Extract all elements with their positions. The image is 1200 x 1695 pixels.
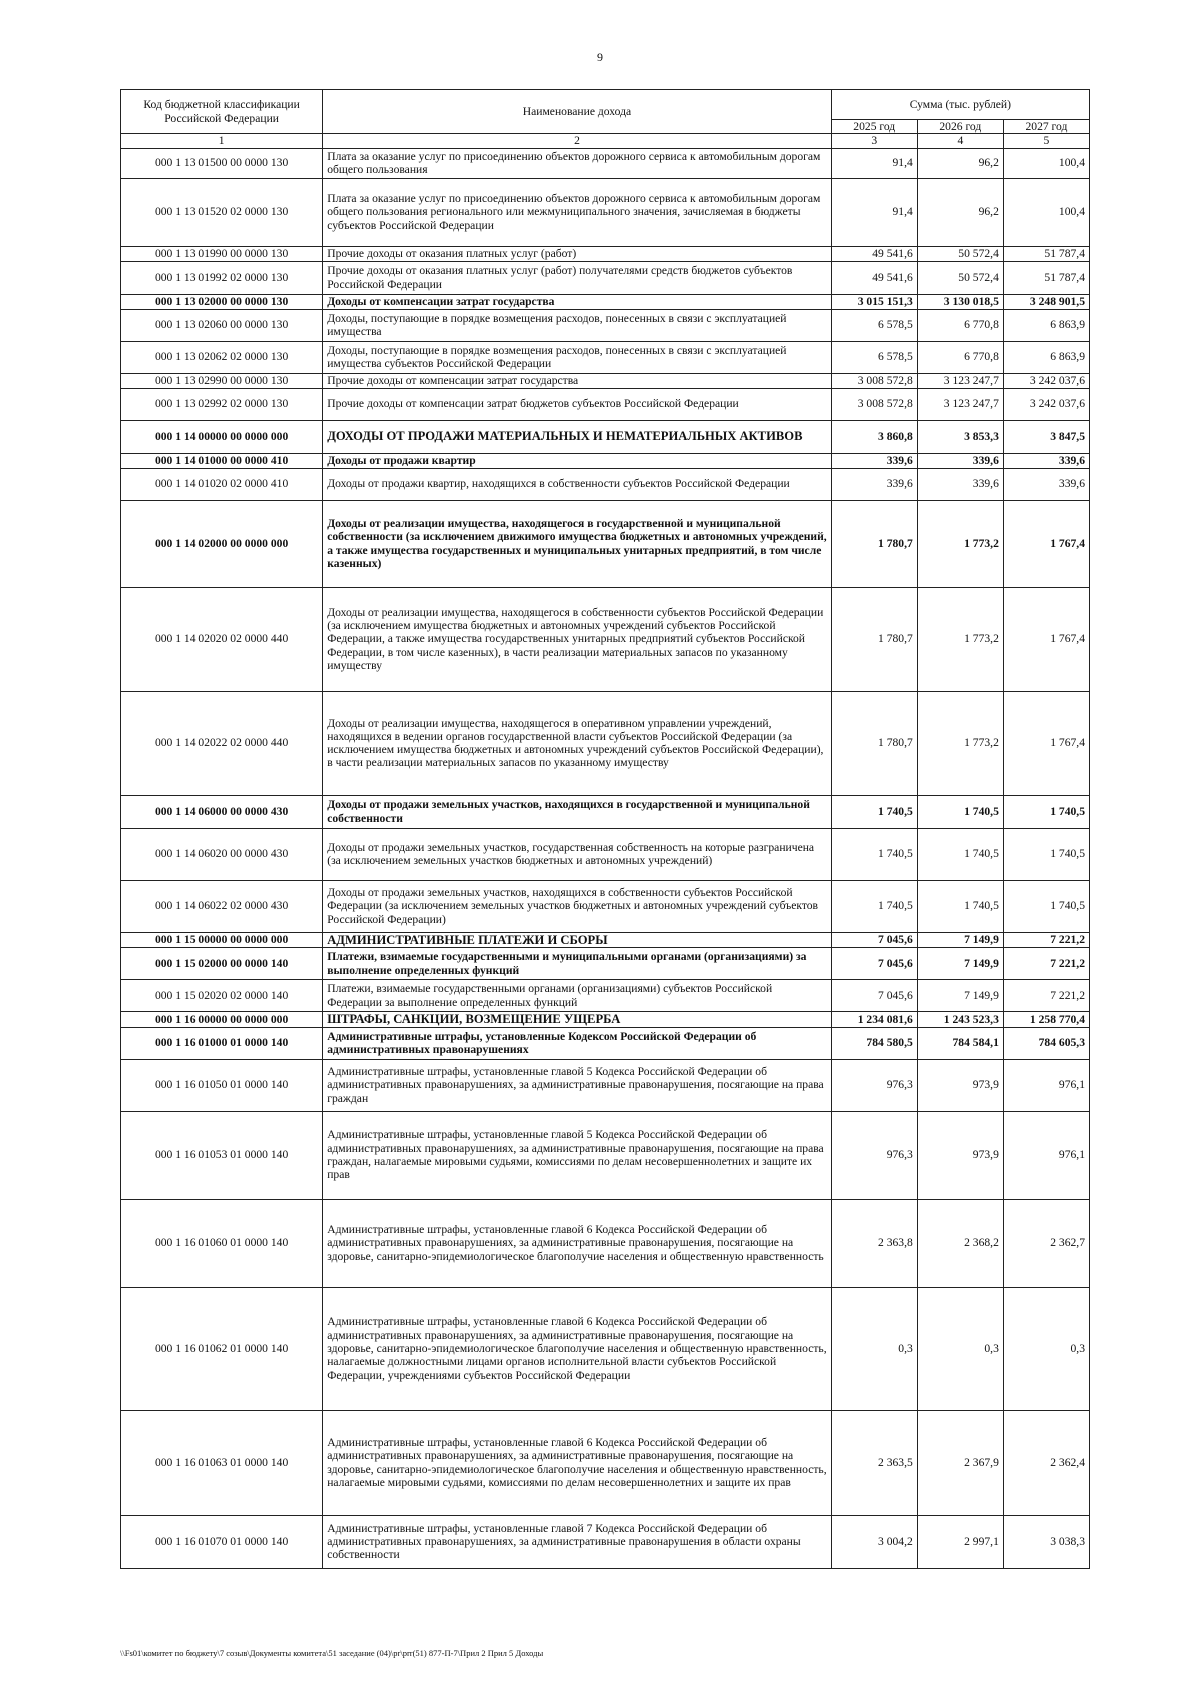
- row-value-2025: 3 008 572,8: [831, 388, 917, 420]
- revenue-table: [120, 89, 1090, 1569]
- row-value-2025: 49 541,6: [831, 261, 917, 294]
- row-value-2027: 3 248 901,5: [1003, 294, 1089, 309]
- row-value-2027: 0,3: [1003, 1287, 1089, 1410]
- row-value-2025: 2 363,8: [831, 1199, 917, 1287]
- row-value-2025: 3 008 572,8: [831, 373, 917, 388]
- header-year-2026: 2026 год: [917, 120, 1003, 134]
- row-value-2027: 339,6: [1003, 468, 1089, 500]
- header-name: Наименование дохода: [323, 90, 832, 134]
- row-value-2026: 1 740,5: [917, 880, 1003, 932]
- row-code: 000 1 13 02062 02 0000 130: [121, 341, 323, 373]
- row-value-2026: 6 770,8: [917, 309, 1003, 341]
- row-name: Прочие доходы от компенсации затрат бюджетов субъектов Российской Федерации: [323, 388, 832, 420]
- row-name: ДОХОДЫ ОТ ПРОДАЖИ МАТЕРИАЛЬНЫХ И НЕМАТЕРИАЛЬНЫХ АКТИВОВ: [323, 420, 832, 453]
- row-value-2027: 7 221,2: [1003, 932, 1089, 947]
- header-colnum-1: 1: [121, 134, 323, 148]
- row-value-2026: 973,9: [917, 1111, 1003, 1199]
- table-row: [121, 932, 1090, 947]
- table-row: [121, 828, 1090, 880]
- row-code: 000 1 14 01020 02 0000 410: [121, 468, 323, 500]
- row-value-2026: 1 243 523,3: [917, 1012, 1003, 1027]
- row-value-2026: 96,2: [917, 178, 1003, 246]
- row-value-2027: 1 740,5: [1003, 880, 1089, 932]
- row-code: 000 1 14 02020 02 0000 440: [121, 587, 323, 691]
- row-name: Доходы от компенсации затрат государства: [323, 294, 832, 309]
- row-value-2025: 1 234 081,6: [831, 1012, 917, 1027]
- row-value-2026: 784 584,1: [917, 1027, 1003, 1059]
- row-value-2027: 3 038,3: [1003, 1515, 1089, 1568]
- table-row: [121, 1059, 1090, 1111]
- row-value-2026: 0,3: [917, 1287, 1003, 1410]
- row-name: Доходы от продажи земельных участков, находящихся в государственной и муниципальной собственности: [323, 795, 832, 828]
- table-row: [121, 1287, 1090, 1410]
- row-code: 000 1 14 00000 00 0000 000: [121, 420, 323, 453]
- table-row: [121, 980, 1090, 1012]
- row-code: 000 1 14 06022 02 0000 430: [121, 880, 323, 932]
- row-code: 000 1 14 06000 00 0000 430: [121, 795, 323, 828]
- row-name: Доходы, поступающие в порядке возмещения расходов, понесенных в связи с эксплуатацией имущества: [323, 309, 832, 341]
- row-value-2025: 7 045,6: [831, 980, 917, 1012]
- row-value-2025: 1 740,5: [831, 828, 917, 880]
- row-name: Платежи, взимаемые государственными органами (организациями) субъектов Российской Федерации за выполнение определенных функций: [323, 980, 832, 1012]
- row-name: Платежи, взимаемые государственными и муниципальными органами (организациями) за выполнение определенных функций: [323, 948, 832, 980]
- table-row: [121, 373, 1090, 388]
- row-name: Доходы от реализации имущества, находящегося в государственной и муниципальной собственности (за исключением движимого имущества бюджетных и автономных учреждений, а также имущества государственных и муниципальных унитарных предприятий, в том числе казенных): [323, 500, 832, 587]
- row-name: Плата за оказание услуг по присоединению объектов дорожного сервиса к автомобильным дорогам общего пользования регионального или межмуниципального значения, зачисляемая в бюджеты субъектов Российской Федерации: [323, 178, 832, 246]
- row-value-2026: 7 149,9: [917, 980, 1003, 1012]
- row-value-2026: 973,9: [917, 1059, 1003, 1111]
- table-row: [121, 388, 1090, 420]
- table-row: [121, 880, 1090, 932]
- row-value-2025: 2 363,5: [831, 1410, 917, 1515]
- header-colnum-2: 2: [323, 134, 832, 148]
- table-row: [121, 453, 1090, 468]
- table-row: [121, 1027, 1090, 1059]
- row-name: Административные штрафы, установленные главой 6 Кодекса Российской Федерации об административных правонарушениях, за административные правонарушения, посягающие на здоровье, санитарно-эпидемиологическое благополучие населения и общественную нравственность, налагаемые мировыми судьями, комиссиями по делам несовершеннолетних и защите их прав: [323, 1410, 832, 1515]
- row-value-2026: 96,2: [917, 148, 1003, 178]
- row-value-2027: 51 787,4: [1003, 261, 1089, 294]
- table-row: [121, 261, 1090, 294]
- row-value-2026: 50 572,4: [917, 261, 1003, 294]
- row-value-2027: 1 767,4: [1003, 500, 1089, 587]
- table-row: [121, 148, 1090, 178]
- row-name: Доходы от реализации имущества, находящегося в оперативном управлении учреждений, находящихся в ведении органов государственной власти субъектов Российской Федерации (за исключением имущества бюджетных и автономных учреждений субъектов Российской Федерации), в части реализации материальных запасов по указанному имуществу: [323, 691, 832, 795]
- row-value-2026: 1 773,2: [917, 691, 1003, 795]
- row-value-2025: 339,6: [831, 453, 917, 468]
- table-row: [121, 691, 1090, 795]
- table-row: [121, 294, 1090, 309]
- row-value-2027: 1 740,5: [1003, 828, 1089, 880]
- header-year-2025: 2025 год: [831, 120, 917, 134]
- row-name: Административные штрафы, установленные главой 5 Кодекса Российской Федерации об административных правонарушениях, за административные правонарушения, посягающие на права граждан: [323, 1059, 832, 1111]
- row-value-2027: 976,1: [1003, 1059, 1089, 1111]
- table-row: [121, 1515, 1090, 1568]
- row-code: 000 1 15 02020 02 0000 140: [121, 980, 323, 1012]
- row-name: Доходы, поступающие в порядке возмещения расходов, понесенных в связи с эксплуатацией имущества субъектов Российской Федерации: [323, 341, 832, 373]
- row-name: Доходы от реализации имущества, находящегося в собственности субъектов Российской Федерации (за исключением имущества бюджетных и автономных учреждений субъектов Российской Федерации, а также имущества государственных унитарных предприятий субъектов Российской Федерации, в том числе казенных), в части реализации материальных запасов по указанному имуществу: [323, 587, 832, 691]
- row-value-2025: 7 045,6: [831, 932, 917, 947]
- row-value-2025: 1 780,7: [831, 691, 917, 795]
- row-code: 000 1 13 01520 02 0000 130: [121, 178, 323, 246]
- row-name: Административные штрафы, установленные главой 5 Кодекса Российской Федерации об административных правонарушениях, за административные правонарушения, посягающие на права граждан, налагаемые мировыми судьями, комиссиями по делам несовершеннолетних и защите их прав: [323, 1111, 832, 1199]
- table-row: [121, 178, 1090, 246]
- row-value-2027: 6 863,9: [1003, 309, 1089, 341]
- row-value-2026: 7 149,9: [917, 948, 1003, 980]
- row-code: 000 1 15 00000 00 0000 000: [121, 932, 323, 947]
- table-row: [121, 341, 1090, 373]
- row-value-2026: 1 740,5: [917, 795, 1003, 828]
- table-row: [121, 420, 1090, 453]
- row-value-2027: 1 258 770,4: [1003, 1012, 1089, 1027]
- row-value-2025: 91,4: [831, 148, 917, 178]
- row-value-2025: 976,3: [831, 1059, 917, 1111]
- row-value-2026: 1 773,2: [917, 587, 1003, 691]
- row-code: 000 1 13 02992 02 0000 130: [121, 388, 323, 420]
- header-year-2027: 2027 год: [1003, 120, 1089, 134]
- row-value-2025: 6 578,5: [831, 309, 917, 341]
- row-value-2027: 784 605,3: [1003, 1027, 1089, 1059]
- row-code: 000 1 16 01050 01 0000 140: [121, 1059, 323, 1111]
- row-value-2025: 1 780,7: [831, 587, 917, 691]
- row-code: 000 1 13 01992 02 0000 130: [121, 261, 323, 294]
- row-value-2026: 1 773,2: [917, 500, 1003, 587]
- table-row: [121, 309, 1090, 341]
- row-value-2027: 1 767,4: [1003, 691, 1089, 795]
- row-value-2027: 7 221,2: [1003, 980, 1089, 1012]
- row-name: Прочие доходы от оказания платных услуг (работ): [323, 246, 832, 261]
- row-name: Прочие доходы от оказания платных услуг (работ) получателями средств бюджетов субъектов Российской Федерации: [323, 261, 832, 294]
- table-row: [121, 1111, 1090, 1199]
- row-value-2027: 51 787,4: [1003, 246, 1089, 261]
- row-name: Административные штрафы, установленные главой 6 Кодекса Российской Федерации об административных правонарушениях, за административные правонарушения, посягающие на здоровье, санитарно-эпидемиологическое благополучие населения и общественную нравственность: [323, 1199, 832, 1287]
- row-code: 000 1 14 06020 00 0000 430: [121, 828, 323, 880]
- table-row: [121, 1410, 1090, 1515]
- row-value-2025: 1 740,5: [831, 880, 917, 932]
- row-value-2026: 3 130 018,5: [917, 294, 1003, 309]
- table-row: [121, 1199, 1090, 1287]
- row-code: 000 1 16 01070 01 0000 140: [121, 1515, 323, 1568]
- row-value-2027: 3 242 037,6: [1003, 388, 1089, 420]
- header-code: Код бюджетной классификации Российской Федерации: [121, 90, 323, 134]
- row-code: 000 1 13 01990 00 0000 130: [121, 246, 323, 261]
- row-name: Плата за оказание услуг по присоединению объектов дорожного сервиса к автомобильным дорогам общего пользования: [323, 148, 832, 178]
- row-code: 000 1 13 02990 00 0000 130: [121, 373, 323, 388]
- row-code: 000 1 16 01000 01 0000 140: [121, 1027, 323, 1059]
- table-header: [121, 90, 1090, 149]
- row-value-2026: 3 123 247,7: [917, 373, 1003, 388]
- row-value-2025: 976,3: [831, 1111, 917, 1199]
- row-value-2025: 339,6: [831, 468, 917, 500]
- row-value-2025: 0,3: [831, 1287, 917, 1410]
- row-code: 000 1 16 01060 01 0000 140: [121, 1199, 323, 1287]
- row-value-2027: 2 362,4: [1003, 1410, 1089, 1515]
- row-value-2027: 6 863,9: [1003, 341, 1089, 373]
- row-value-2027: 3 242 037,6: [1003, 373, 1089, 388]
- page-number: 9: [597, 50, 603, 64]
- row-name: Административные штрафы, установленные главой 7 Кодекса Российской Федерации об административных правонарушениях, за административные правонарушения в области охраны собственности: [323, 1515, 832, 1568]
- row-value-2026: 2 367,9: [917, 1410, 1003, 1515]
- footer-file-path: \\Fs01\комитет по бюджету\7 созыв\Документы комитета\51 заседание (04)\pr\prr(51) 877-П-7\Прил 2 Прил 5 Доходы: [120, 1648, 544, 1658]
- row-value-2026: 3 123 247,7: [917, 388, 1003, 420]
- row-value-2027: 100,4: [1003, 148, 1089, 178]
- header-colnum-5: 5: [1003, 134, 1089, 148]
- table-body: [121, 148, 1090, 1568]
- row-value-2027: 1 740,5: [1003, 795, 1089, 828]
- row-value-2025: 91,4: [831, 178, 917, 246]
- row-code: 000 1 16 01063 01 0000 140: [121, 1410, 323, 1515]
- row-name: ШТРАФЫ, САНКЦИИ, ВОЗМЕЩЕНИЕ УЩЕРБА: [323, 1012, 832, 1027]
- row-value-2025: 1 780,7: [831, 500, 917, 587]
- row-code: 000 1 16 00000 00 0000 000: [121, 1012, 323, 1027]
- table-row: [121, 587, 1090, 691]
- row-value-2026: 7 149,9: [917, 932, 1003, 947]
- row-code: 000 1 13 02060 00 0000 130: [121, 309, 323, 341]
- row-value-2026: 339,6: [917, 453, 1003, 468]
- row-value-2025: 6 578,5: [831, 341, 917, 373]
- row-name: Доходы от продажи земельных участков, находящихся в собственности субъектов Российской Федерации (за исключением земельных участков бюджетных и автономных учреждений субъектов Российской Федерации): [323, 880, 832, 932]
- row-value-2026: 2 368,2: [917, 1199, 1003, 1287]
- row-value-2027: 3 847,5: [1003, 420, 1089, 453]
- row-value-2027: 1 767,4: [1003, 587, 1089, 691]
- row-name: Административные штрафы, установленные главой 6 Кодекса Российской Федерации об административных правонарушениях, за административные правонарушения, посягающие на здоровье, санитарно-эпидемиологическое благополучие населения и общественную нравственность, налагаемые должностными лицами органов исполнительной власти субъектов Российской Федерации, учреждениями субъектов Российской Федерации: [323, 1287, 832, 1410]
- row-value-2027: 976,1: [1003, 1111, 1089, 1199]
- row-value-2025: 3 004,2: [831, 1515, 917, 1568]
- row-value-2025: 49 541,6: [831, 246, 917, 261]
- row-name: Доходы от продажи квартир: [323, 453, 832, 468]
- row-value-2026: 3 853,3: [917, 420, 1003, 453]
- row-value-2026: 339,6: [917, 468, 1003, 500]
- row-code: 000 1 15 02000 00 0000 140: [121, 948, 323, 980]
- row-code: 000 1 13 01500 00 0000 130: [121, 148, 323, 178]
- row-value-2025: 3 860,8: [831, 420, 917, 453]
- row-code: 000 1 14 02000 00 0000 000: [121, 500, 323, 587]
- header-colnum-3: 3: [831, 134, 917, 148]
- row-value-2026: 50 572,4: [917, 246, 1003, 261]
- row-value-2025: 7 045,6: [831, 948, 917, 980]
- table-row: [121, 948, 1090, 980]
- row-value-2027: 339,6: [1003, 453, 1089, 468]
- header-sum: Сумма (тыс. рублей): [831, 90, 1089, 120]
- row-value-2027: 100,4: [1003, 178, 1089, 246]
- row-value-2027: 2 362,7: [1003, 1199, 1089, 1287]
- row-value-2025: 1 740,5: [831, 795, 917, 828]
- row-name: Административные штрафы, установленные Кодексом Российской Федерации об административных правонарушениях: [323, 1027, 832, 1059]
- table-row: [121, 1012, 1090, 1027]
- row-value-2025: 3 015 151,3: [831, 294, 917, 309]
- table-row: [121, 795, 1090, 828]
- table-row: [121, 246, 1090, 261]
- row-value-2026: 2 997,1: [917, 1515, 1003, 1568]
- row-code: 000 1 14 01000 00 0000 410: [121, 453, 323, 468]
- row-value-2026: 6 770,8: [917, 341, 1003, 373]
- table-row: [121, 500, 1090, 587]
- row-code: 000 1 16 01053 01 0000 140: [121, 1111, 323, 1199]
- row-code: 000 1 16 01062 01 0000 140: [121, 1287, 323, 1410]
- row-value-2026: 1 740,5: [917, 828, 1003, 880]
- table-row: [121, 468, 1090, 500]
- row-name: Доходы от продажи квартир, находящихся в собственности субъектов Российской Федерации: [323, 468, 832, 500]
- row-name: Доходы от продажи земельных участков, государственная собственность на которые разграничена (за исключением земельных участков бюджетных и автономных учреждений): [323, 828, 832, 880]
- row-code: 000 1 14 02022 02 0000 440: [121, 691, 323, 795]
- row-name: АДМИНИСТРАТИВНЫЕ ПЛАТЕЖИ И СБОРЫ: [323, 932, 832, 947]
- row-code: 000 1 13 02000 00 0000 130: [121, 294, 323, 309]
- row-value-2025: 784 580,5: [831, 1027, 917, 1059]
- row-value-2027: 7 221,2: [1003, 948, 1089, 980]
- row-name: Прочие доходы от компенсации затрат государства: [323, 373, 832, 388]
- header-colnum-4: 4: [917, 134, 1003, 148]
